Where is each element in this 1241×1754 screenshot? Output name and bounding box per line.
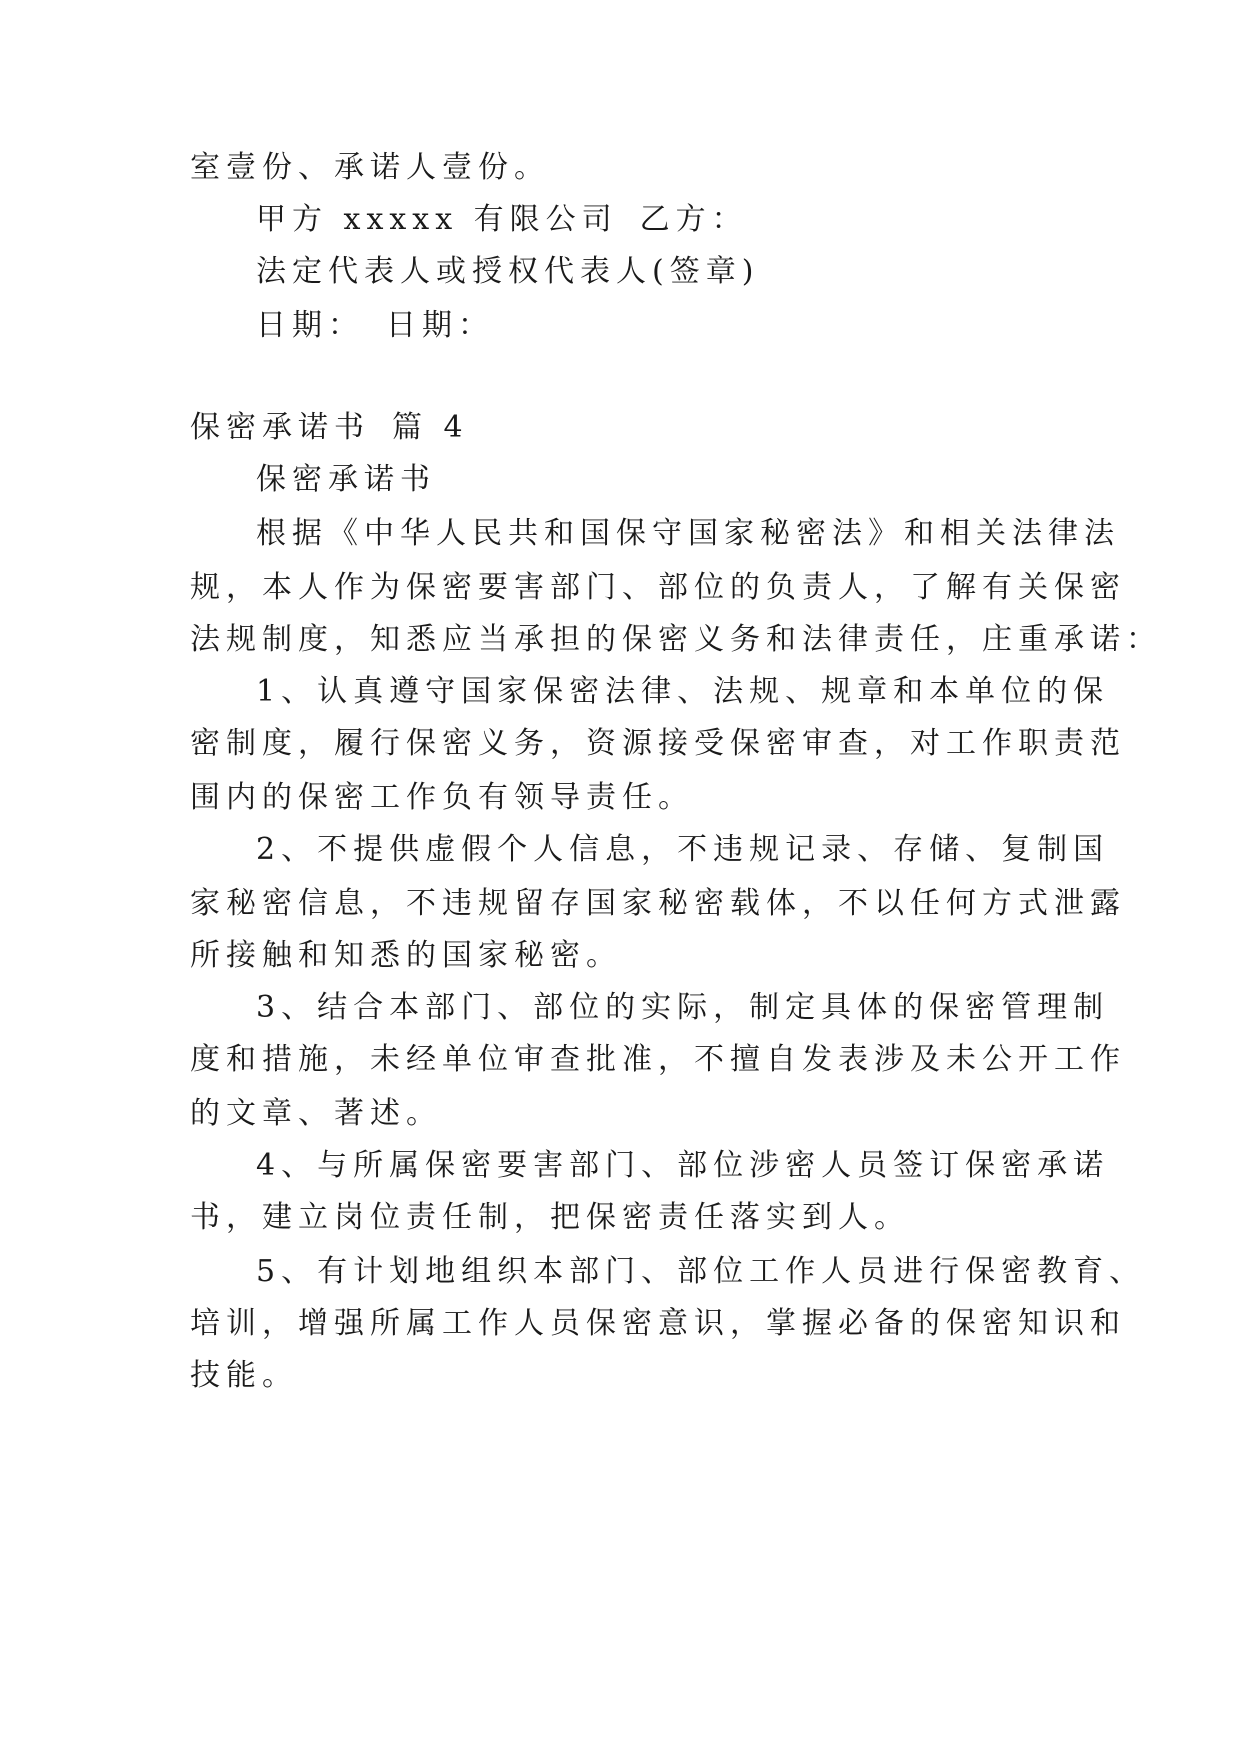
item-2-line: 家秘密信息，不违规留存国家秘密载体，不以任何方式泄露 — [190, 886, 1126, 921]
item-2-line: 所接触和知悉的国家秘密。 — [190, 938, 622, 973]
date-a-label: 日期： — [256, 308, 364, 343]
party-b-label: 乙方： — [639, 202, 748, 237]
section-title: 保密承诺书 — [190, 410, 370, 445]
representative-signature-line: 法定代表人或授权代表人(签章) — [256, 254, 760, 289]
item-2-line: 2、不提供虚假个人信息，不违规记录、存储、复制国 — [256, 832, 1110, 867]
intro-line: 根据《中华人民共和国保守国家秘密法》和相关法律法 — [256, 516, 1120, 551]
date-b-label: 日期： — [386, 308, 494, 343]
signature-parties-line — [256, 200, 748, 240]
document-title: 保密承诺书 — [256, 462, 436, 497]
item-1-line: 1、认真遵守国家保密法律、法规、规章和本单位的保 — [256, 674, 1110, 709]
section-part: 篇 4 — [392, 410, 469, 445]
item-5-line: 技能。 — [190, 1358, 298, 1393]
section-heading — [190, 408, 469, 448]
intro-line: 法规制度，知悉应当承担的保密义务和法律责任，庄重承诺： — [190, 622, 1162, 657]
item-3-line: 的文章、著述。 — [190, 1096, 442, 1131]
item-1-line: 密制度，履行保密义务，资源接受保密审查，对工作职责范 — [190, 726, 1126, 761]
party-a-label: 甲方 xxxxx 有限公司 — [256, 202, 618, 237]
item-4-line: 书，建立岗位责任制，把保密责任落实到人。 — [190, 1200, 910, 1235]
item-3-line: 度和措施，未经单位审查批准，不擅自发表涉及未公开工作 — [190, 1042, 1126, 1077]
copies-line: 室壹份、承诺人壹份。 — [190, 150, 550, 185]
intro-line: 规，本人作为保密要害部门、部位的负责人，了解有关保密 — [190, 570, 1126, 605]
item-4-line: 4、与所属保密要害部门、部位涉密人员签订保密承诺 — [256, 1148, 1110, 1183]
item-5-line: 5、有计划地组织本部门、部位工作人员进行保密教育、 — [256, 1254, 1146, 1289]
date-line — [256, 306, 494, 346]
item-3-line: 3、结合本部门、部位的实际，制定具体的保密管理制 — [256, 990, 1110, 1025]
item-5-line: 培训，增强所属工作人员保密意识，掌握必备的保密知识和 — [190, 1306, 1126, 1341]
item-1-line: 围内的保密工作负有领导责任。 — [190, 780, 694, 815]
